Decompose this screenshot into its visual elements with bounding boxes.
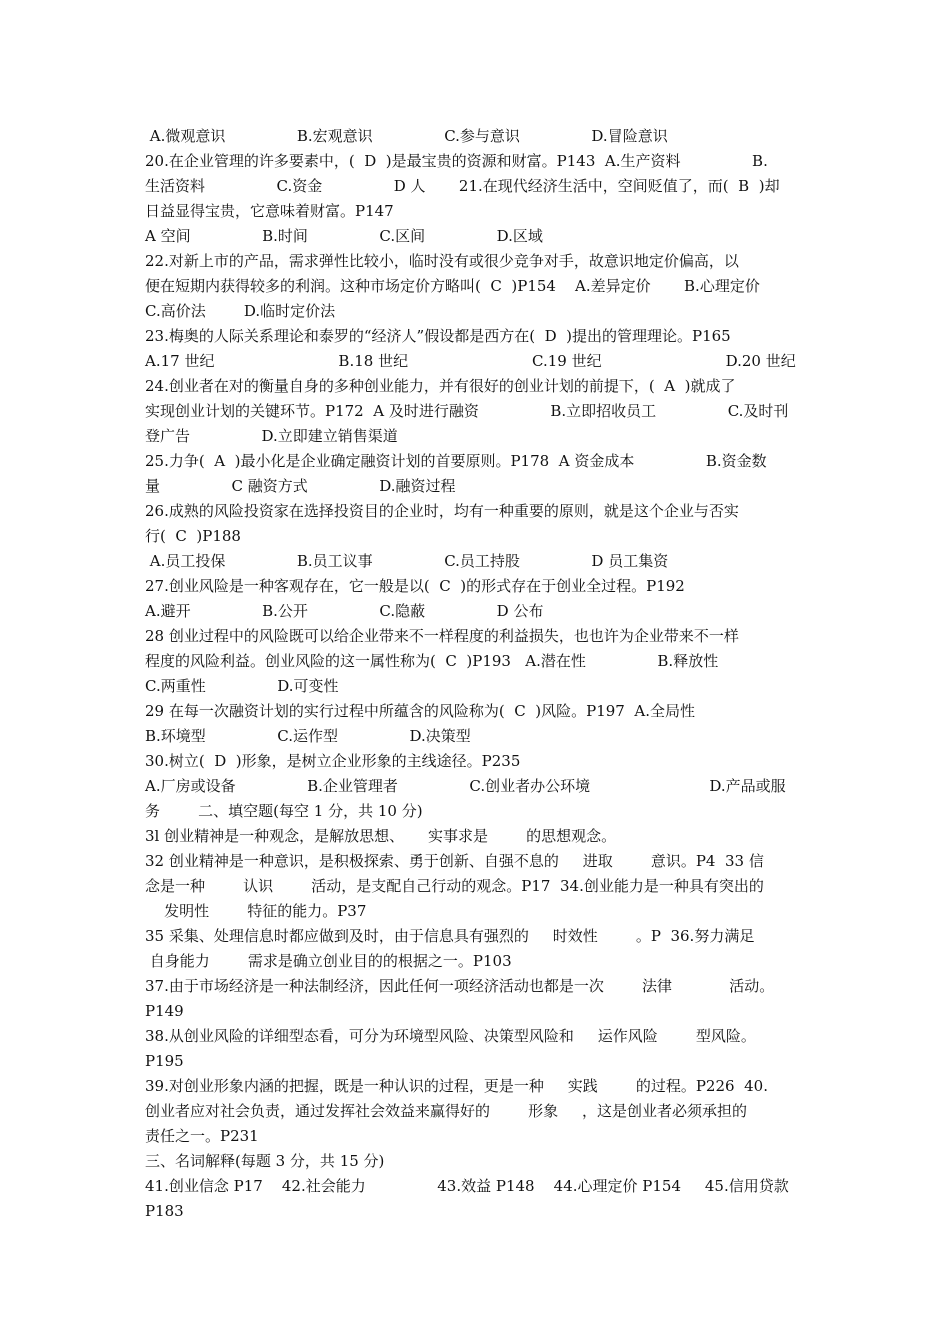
text-line: C.高价法 D.临时定价法 (145, 302, 336, 320)
text-line: P149 (145, 1002, 184, 1020)
text-line: 行( C )P188 (145, 527, 241, 545)
text-line: 登广告 D.立即建立销售渠道 (145, 427, 398, 445)
text-line: 22.对新上市的产品，需求弹性比较小，临时没有或很少竞争对手，故意识地定价偏高，以 (145, 252, 739, 270)
text-line: A.微观意识 B.宏观意识 C.参与意识 D.冒险意识 (145, 127, 668, 145)
text-line: 23.梅奥的人际关系理论和泰罗的“经济人”假设都是西方在( D )提出的管理理论。P165 (145, 327, 731, 345)
text-line: 37.由于市场经济是一种法制经济，因此任何一项经济活动也都是一次 法律 活动。 (145, 977, 775, 995)
text-line: C.两重性 D.可变性 (145, 677, 339, 695)
text-line: 生活资料 C.资金 D 人 21.在现代经济生活中，空间贬值了，而( B )却 (145, 177, 780, 195)
text-line: 日益显得宝贵，它意味着财富。P147 (145, 202, 394, 220)
text-line: 务 二、填空题(每空 1 分，共 10 分) (145, 802, 423, 820)
text-line: 25.力争( A )最小化是企业确定融资计划的首要原则。P178 A 资金成本 B.资金数 (145, 452, 767, 470)
text-line: A.17 世纪 B.18 世纪 C.19 世纪 D.20 世纪 (145, 352, 796, 370)
text-line: 程度的风险利益。创业风险的这一属性称为( C )P193 A.潜在性 B.释放性 (145, 652, 719, 670)
text-line: 35 采集、处理信息时都应做到及时，由于信息具有强烈的 时效性 。P 36.努力满足 (145, 927, 755, 945)
text-line: 创业者应对社会负责，通过发挥社会效益来赢得好的 形象 ，这是创业者必须承担的 (145, 1102, 747, 1120)
text-line: B.环境型 C.运作型 D.决策型 (145, 727, 471, 745)
text-line: 39.对创业形象内涵的把握，既是一种认识的过程，更是一种 实践 的过程。P226 40. (145, 1077, 768, 1095)
text-line: 28 创业过程中的风险既可以给企业带来不一样程度的利益损失，也也许为企业带来不一样 (145, 627, 739, 645)
text-line: A.避开 B.公开 C.隐蔽 D 公布 (145, 602, 544, 620)
text-line: 发明性 特征的能力。P37 (145, 902, 367, 920)
text-line: A.厂房或设备 B.企业管理者 C.创业者办公环境 D.产品或服 (145, 777, 786, 795)
text-line: 41.创业信念 P17 42.社会能力 43.效益 P148 44.心理定价 P154 45.信用贷款 (145, 1177, 789, 1195)
text-line: 念是一种 认识 活动，是支配自己行动的观念。P17 34.创业能力是一种具有突出的 (145, 877, 764, 895)
text-line: 26.成熟的风险投资家在选择投资目的企业时，均有一种重要的原则，就是这个企业与否实 (145, 502, 739, 520)
text-line: A 空间 B.时间 C.区间 D.区域 (145, 227, 543, 245)
text-line: 27.创业风险是一种客观存在，它一般是以( C )的形式存在于创业全过程。P192 (145, 577, 685, 595)
text-line: 30.树立( D )形象，是树立企业形象的主线途径。P235 (145, 752, 521, 770)
text-line: 38.从创业风险的详细型态看，可分为环境型风险、决策型风险和 运作风险 型风险。 (145, 1027, 756, 1045)
text-line: 责任之一。P231 (145, 1127, 259, 1145)
text-line: 自身能力 需求是确立创业目的的根据之一。P103 (145, 952, 512, 970)
text-line: 24.创业者在对的衡量自身的多种创业能力，并有很好的创业计划的前提下，( A )就成了 (145, 377, 736, 395)
text-line: P195 (145, 1052, 184, 1070)
text-line: 实现创业计划的关键环节。P172 A 及时进行融资 B.立即招收员工 C.及时刊 (145, 402, 789, 420)
text-line: 三、名词解释(每题 3 分，共 15 分) (145, 1152, 385, 1170)
text-line: P183 (145, 1202, 184, 1220)
text-line: A.员工投保 B.员工议事 C.员工持股 D 员工集资 (145, 552, 669, 570)
text-line: 量 C 融资方式 D.融资过程 (145, 477, 456, 495)
text-line: 32 创业精神是一种意识，是积极探索、勇于创新、自强不息的 进取 意识。P4 33 信 (145, 852, 764, 870)
text-line: 3l 创业精神是一种观念，是解放思想、 实事求是 的思想观念。 (145, 827, 617, 845)
text-line: 便在短期内获得较多的利润。这种市场定价方略叫( C )P154 A.差异定价 B.心理定价 (145, 277, 760, 295)
text-line: 29 在每一次融资计划的实行过程中所蕴含的风险称为( C )风险。P197 A.全局性 (145, 702, 695, 720)
text-line: 20.在企业管理的许多要素中，( D )是最宝贵的资源和财富。P143 A.生产资料 B. (145, 152, 768, 170)
